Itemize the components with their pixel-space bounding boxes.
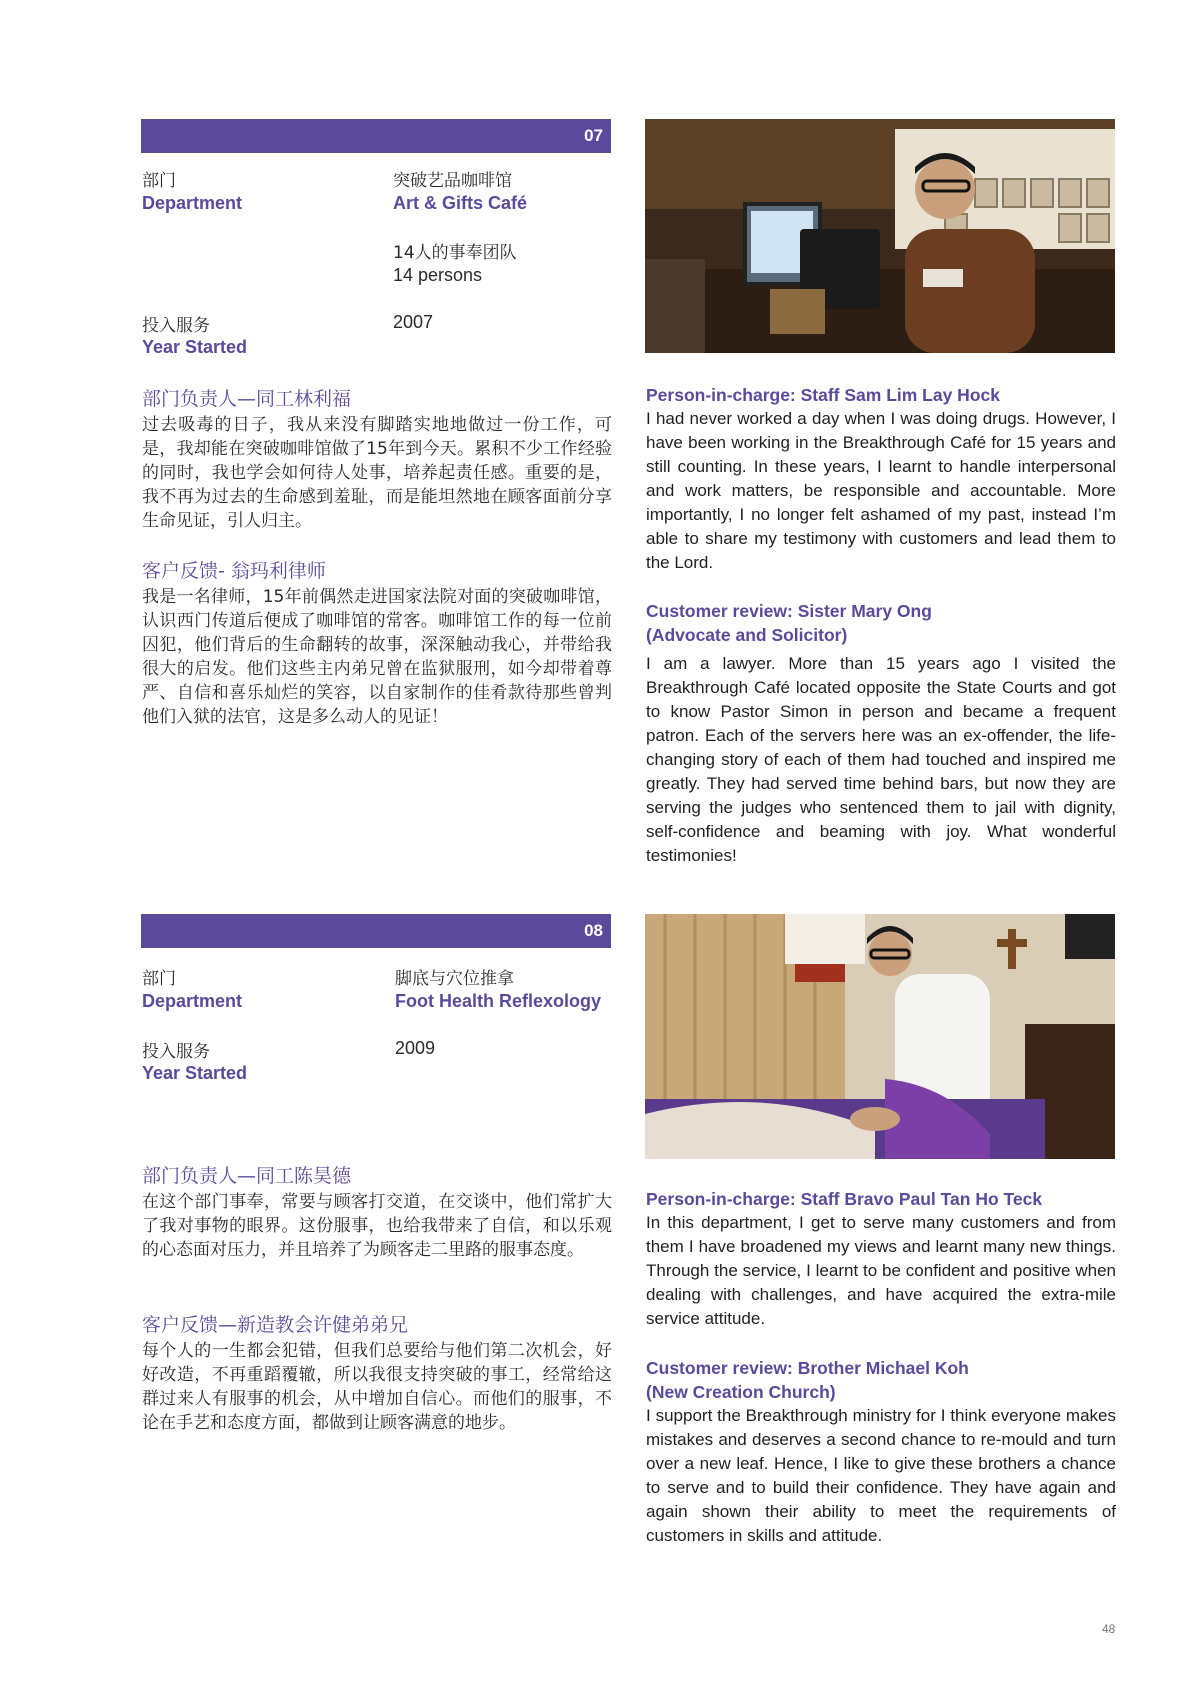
department-label-en: Department bbox=[142, 193, 243, 213]
year-label-en: Year Started bbox=[142, 1063, 248, 1083]
page-number: 48 bbox=[1102, 1622, 1116, 1636]
customer-review-subheading-en: (New Creation Church) bbox=[646, 1382, 836, 1402]
person-in-charge-heading-en: Person-in-charge: Staff Sam Lim Lay Hock bbox=[646, 385, 1000, 405]
person-in-charge-heading-en: Person-in-charge: Staff Bravo Paul Tan Ho Teck bbox=[646, 1189, 1043, 1209]
year-value: 2007 bbox=[393, 312, 434, 332]
year-label-cn: 投入服务 bbox=[142, 316, 210, 336]
team-size-cn: 14人的事奉团队 bbox=[393, 243, 517, 263]
person-in-charge-body-cn: 在这个部门事奉，常要与顾客打交道，在交谈中，他们常扩大了我对事物的眼界。这份服事，也给我带来了自信，和以乐观的心态面对压力，并且培养了为顾客走二里路的服事态度。 bbox=[142, 1192, 612, 1260]
department-value-en: Art & Gifts Café bbox=[393, 193, 528, 213]
person-in-charge-heading-cn: 部门负责人—同工陈昊德 bbox=[142, 1165, 352, 1187]
customer-review-body-en: I support the Breakthrough ministry for I think everyone makes mistakes and deserves a second chance to re-mould and turn over a new leaf. Hence, I like to give these brothers a chance to serve and to build their confidence. They have again and again shown their ability to meet the requirements of customers in skills and attitude. bbox=[646, 1406, 1116, 1545]
person-in-charge-heading-cn: 部门负责人—同工林利福 bbox=[142, 388, 352, 410]
department-label-en: Department bbox=[142, 991, 243, 1011]
section-07-header-bar bbox=[141, 119, 611, 153]
person-in-charge-body-en: I had never worked a day when I was doing drugs. However, I have been working in the Breakthrough Café for 15 years and still counting. In these years, I learnt to handle interpersonal and work matters, be responsible and accountable. More importantly, I no longer felt ashamed of my past, instead I’m able to share my testimony with customers and lead them to the Lord. bbox=[646, 409, 1116, 572]
department-label-cn: 部门 bbox=[142, 969, 176, 989]
year-label-cn: 投入服务 bbox=[142, 1042, 210, 1062]
customer-review-heading-en: Customer review: Sister Mary Ong bbox=[646, 601, 932, 621]
customer-review-subheading-en: (Advocate and Solicitor) bbox=[646, 625, 848, 645]
department-value-en: Foot Health Reflexology bbox=[395, 991, 602, 1011]
customer-review-body-cn: 我是一名律师，15年前偶然走进国家法院对面的突破咖啡馆，认识西门传道后便成了咖啡馆的常客。咖啡馆工作的每一位前囚犯，他们背后的生命翻转的故事，深深触动我心，并带给我很大的启发。他们这些主内弟兄曾在监狱服刑，如今却带着尊严、自信和喜乐灿烂的笑容，以自家制作的佳肴款待那些曾判他们入狱的法官，这是多么动人的见证！ bbox=[142, 587, 612, 727]
section-08-header-bar bbox=[141, 914, 611, 948]
year-label-en: Year Started bbox=[142, 337, 248, 357]
department-value-cn: 脚底与穴位推拿 bbox=[395, 969, 514, 989]
person-in-charge-body-cn: 过去吸毒的日子，我从来没有脚踏实地地做过一份工作，可是，我却能在突破咖啡馆做了15年到今天。累积不少工作经验的同时，我也学会如何待人处事，培养起责任感。重要的是，我不再为过去的生命感到羞耻，而是能坦然地在顾客面前分享生命见证，引人归主。 bbox=[142, 415, 612, 531]
team-size-en: 14 persons bbox=[393, 265, 483, 285]
customer-review-body-en: I am a lawyer. More than 15 years ago I visited the Breakthrough Café located opposite the State Courts and got to know Pastor Simon in person and became a frequent patron. Each of the servers here was an ex-offender, the life-changing story of each of them had touched and inspired me greatly. They had served time behind bars, but now they are serving the judges who sentenced them to jail with dignity, self-confidence and beaming with joy. What wonderful testimonies! bbox=[646, 654, 1116, 865]
reflexology-staff-photo bbox=[645, 914, 1115, 1159]
section-number: 08 bbox=[584, 921, 603, 940]
customer-review-heading-cn: 客户反馈- 翁玛利律师 bbox=[142, 560, 326, 582]
customer-review-heading-cn: 客户反馈—新造教会许健弟弟兄 bbox=[142, 1314, 409, 1336]
person-in-charge-body-en: In this department, I get to serve many customers and from them I have broadened my views and learnt many new things. Through the service, I learnt to be confident and positive when dealing with challenges, and have acquired the extra-mile service attitude. bbox=[646, 1213, 1116, 1328]
customer-review-heading-en: Customer review: Brother Michael Koh bbox=[646, 1358, 969, 1378]
customer-review-body-cn: 每个人的一生都会犯错，但我们总要给与他们第二次机会，好好改造，不再重蹈覆辙，所以我很支持突破的事工，经常给这群过来人有服事的机会，从中增加自信心。而他们的服事，不论在手艺和态度方面，都做到让顾客满意的地步。 bbox=[142, 1341, 612, 1433]
section-number: 07 bbox=[584, 126, 603, 145]
cafe-staff-photo bbox=[645, 119, 1115, 353]
year-value: 2009 bbox=[395, 1038, 436, 1058]
department-value-cn: 突破艺品咖啡馆 bbox=[393, 171, 512, 191]
department-label-cn: 部门 bbox=[142, 171, 176, 191]
